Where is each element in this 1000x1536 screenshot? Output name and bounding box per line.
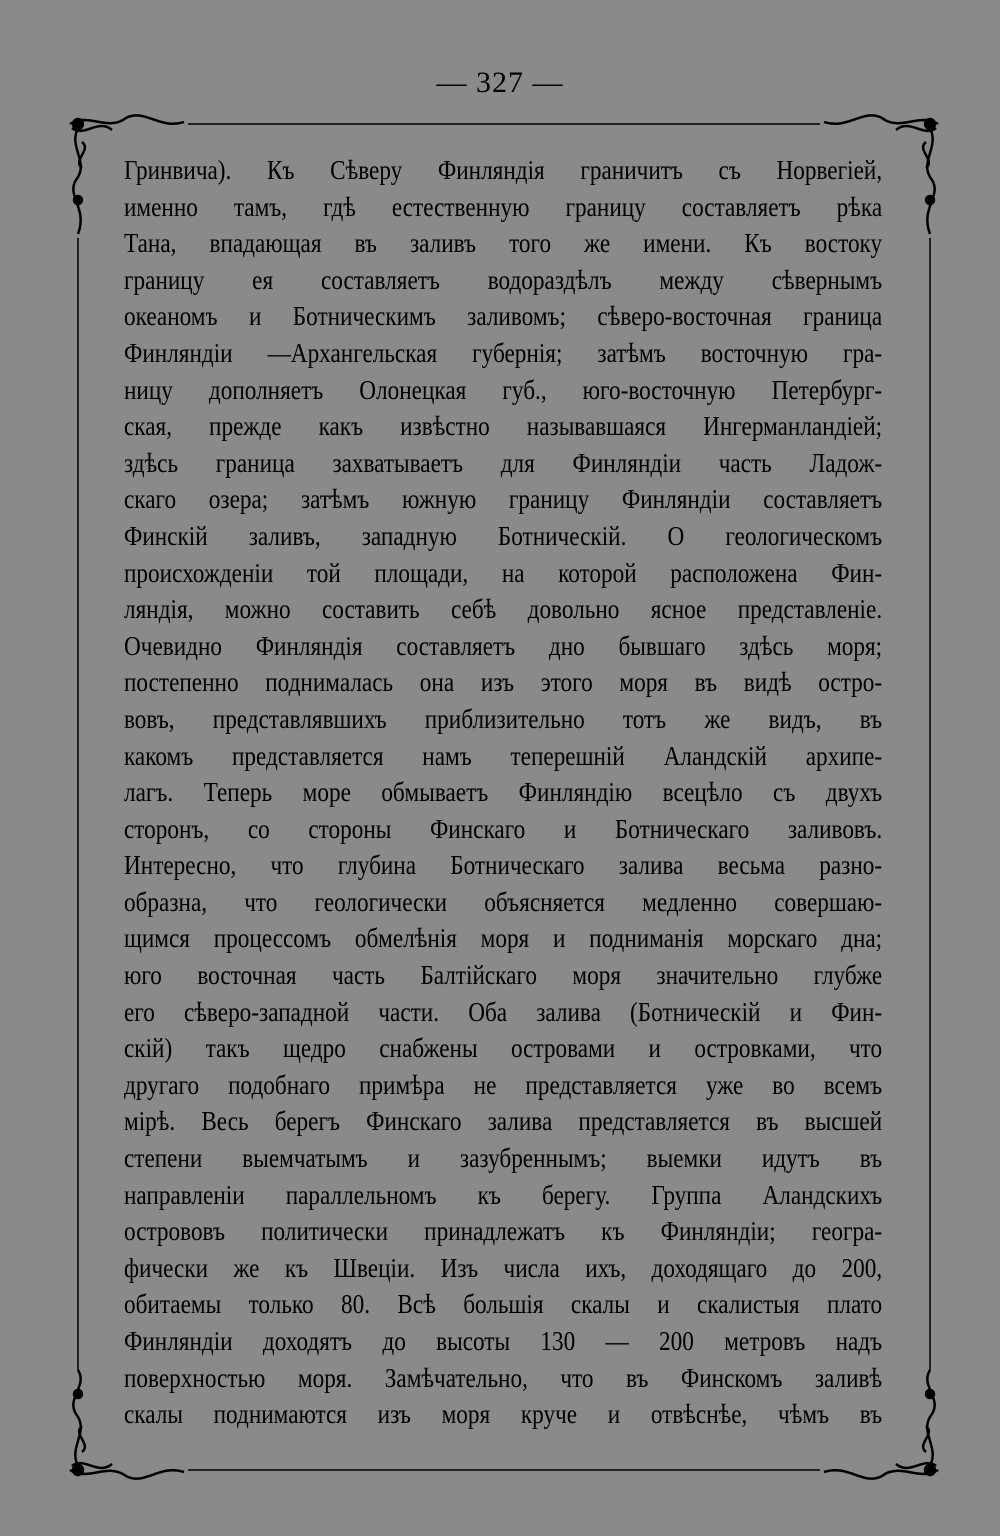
text-line: какомъ представляется намъ теперешній Аландскій архипе- [124,740,883,771]
text-line: здѣсь граница захватываетъ для Финляндіи часть Ладож- [124,447,883,478]
text-line: сторонъ, со стороны Финскаго и Ботническаго заливовъ. [124,813,883,844]
text-line: образна, что геологически объясняется медленно совершаю- [124,886,883,917]
text-line: ляндія, можно составить себѣ довольно ясное представленіе. [124,594,883,625]
text-line: мірѣ. Весь берегъ Финскаго залива представляется въ высшей [124,1106,883,1137]
text-line: другаго подобнаго примѣра не представляется уже во всемъ [124,1069,883,1100]
text-line: скаго озера; затѣмъ южную границу Финляндіи составляетъ [124,484,883,515]
text-line: океаномъ и Ботническимъ заливомъ; сѣверо-восточная граница [124,301,883,332]
text-line: направленіи параллельномъ къ берегу. Группа Аландскихъ [124,1179,883,1210]
text-line: ская, прежде какъ извѣстно называвшаяся Ингерманландіей; [124,411,883,442]
page-number: — 327 — [436,66,564,99]
text-line: Финляндіи —Архангельская губернія; затѣмъ восточную гра- [124,337,883,368]
text-line: вовъ, представлявшихъ приблизительно тотъ же видъ, въ [124,703,883,734]
text-line: происхожденіи той площади, на которой расположена Фин- [124,557,883,588]
text-line: поверхностью моря. Замѣчательно, что въ Финскомъ заливѣ [124,1362,883,1393]
text-line: Финскій заливъ, западную Ботническій. О геологическомъ [124,520,883,551]
text-line: щимся процессомъ обмелѣнія моря и подниманія морскаго дна; [124,923,883,954]
text-line: Гринвича). Къ Сѣверу Финляндія граничитъ съ Норвегіей, [124,155,883,185]
text-line: постепенно поднималась она изъ этого моря въ видѣ остро- [124,667,883,698]
text-line: именно тамъ, гдѣ естественную границу составляетъ рѣка [124,191,883,222]
text-line: скалы поднимаются изъ моря круче и отвѣснѣе, чѣмъ въ [124,1399,883,1430]
text-line: обитаемы только 80. Всѣ большія скалы и скалистыя плато [124,1289,883,1320]
text-line: скій) такъ щедро снабжены островами и островками, что [124,1033,883,1064]
text-line: Очевидно Финляндія составляетъ дно бывшаго здѣсь моря; [124,630,883,661]
text-line: фически же къ Швеціи. Изъ числа ихъ, доходящаго до 200, [124,1252,883,1283]
text-line: Финляндіи доходятъ до высоты 130 — 200 метровъ надъ [124,1326,883,1356]
text-line: острововъ политически принадлежатъ къ Финляндіи; геогра- [124,1216,883,1247]
text-line: его сѣверо-западной части. Оба залива (Ботническій и Фин- [124,996,883,1027]
text-line: ницу дополняетъ Олонецкая губ., юго-восточную Петербург- [124,374,883,405]
text-line: юго восточная часть Балтійскаго моря значительно глубже [124,960,883,991]
text-line: степени выемчатымъ и зазубреннымъ; выемки идутъ въ [124,1143,883,1174]
text-line: границу ея составляетъ водораздѣлъ между сѣвернымъ [124,264,883,295]
text-line: Тана, впадающая въ заливъ того же имени. Къ востоку [124,228,883,259]
text-line: лагъ. Теперь море обмываетъ Финляндію всецѣло съ двухъ [124,777,883,808]
text-line: Интересно, что глубина Ботническаго залива весьма разно- [124,850,883,881]
body-text [124,152,882,1433]
